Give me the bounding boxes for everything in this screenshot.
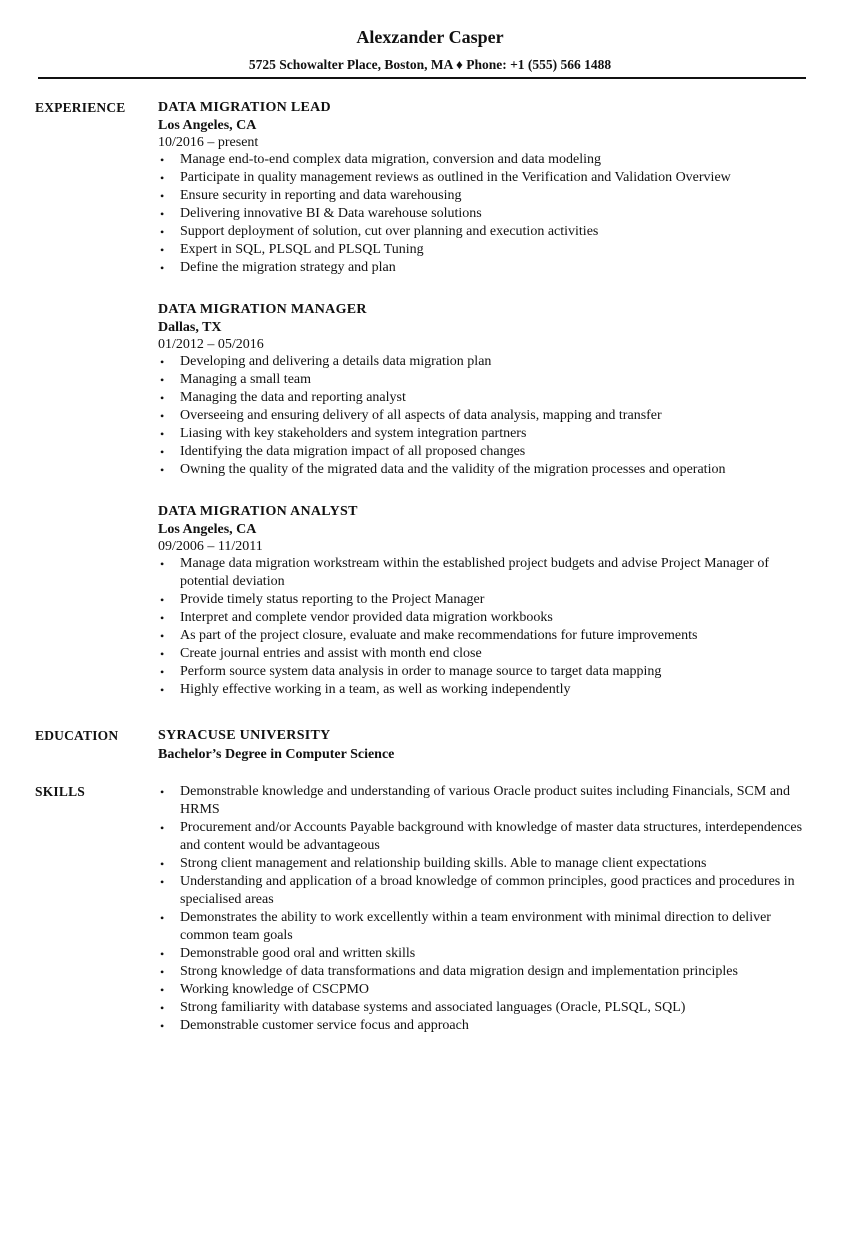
list-item — [158, 205, 818, 223]
job-title: DATA MIGRATION ANALYST — [158, 504, 358, 519]
list-item — [158, 241, 818, 259]
job-location: Los Angeles, CA — [158, 118, 257, 133]
list-item — [158, 259, 818, 277]
bullet-icon: • — [160, 593, 165, 607]
skills-body — [158, 783, 818, 1035]
bullet-text: Support deployment of solution, cut over planning and execution activities — [180, 224, 599, 239]
bullet-icon: • — [160, 947, 165, 961]
bullet-text: Perform source system data analysis in order to manage source to target data mapping — [180, 664, 662, 679]
list-item — [158, 783, 818, 819]
list-item — [158, 627, 818, 645]
school-name: SYRACUSE UNIVERSITY — [158, 728, 331, 743]
bullet-text: Demonstrable good oral and written skills — [180, 946, 416, 961]
bullet-text: Delivering innovative BI & Data warehouse solutions — [180, 206, 482, 221]
bullet-icon: • — [160, 207, 165, 221]
job-dates: 09/2006 – 11/2011 — [158, 539, 263, 554]
bullet-icon: • — [160, 463, 165, 477]
bullet-icon: • — [160, 983, 165, 997]
bullet-text: Managing the data and reporting analyst — [180, 390, 406, 405]
bullet-text: Highly effective working in a team, as well as working independently — [180, 682, 571, 697]
list-item — [158, 855, 818, 873]
bullet-text: Working knowledge of CSCPMO — [180, 982, 370, 997]
job-bullets — [158, 353, 818, 479]
bullet-text: Define the migration strategy and plan — [180, 260, 396, 275]
bullet-icon: • — [160, 1019, 165, 1033]
bullet-text: Demonstrable customer service focus and approach — [180, 1018, 469, 1033]
section-label-education: EDUCATION — [35, 728, 119, 743]
list-item — [158, 609, 818, 627]
bullet-text: Owning the quality of the migrated data and the validity of the migration processes and operation — [180, 462, 726, 477]
list-item — [158, 873, 818, 909]
bullet-text: Identifying the data migration impact of all proposed changes — [180, 444, 526, 459]
bullet-text: Strong client management and relationship building skills. Able to manage client expectations — [180, 856, 707, 871]
bullet-icon: • — [160, 911, 165, 925]
job-entry — [158, 503, 818, 699]
list-item — [158, 353, 818, 371]
job-dates: 10/2016 – present — [158, 135, 259, 150]
degree-name: Bachelor’s Degree in Computer Science — [158, 747, 395, 762]
bullet-icon: • — [160, 965, 165, 979]
bullet-icon: • — [160, 261, 165, 275]
bullet-text: Interpret and complete vendor provided data migration workbooks — [180, 610, 553, 625]
bullet-icon: • — [160, 171, 165, 185]
job-bullets — [158, 555, 818, 699]
bullet-icon: • — [160, 445, 165, 459]
list-item — [158, 909, 818, 945]
list-item — [158, 645, 818, 663]
bullet-icon: • — [160, 857, 165, 871]
list-item — [158, 169, 818, 187]
candidate-name: Alexzander Casper — [356, 27, 504, 47]
list-item — [158, 371, 818, 389]
bullet-icon: • — [160, 683, 165, 697]
bullet-text: Strong knowledge of data transformations and data migration design and implementation principles — [180, 964, 738, 979]
list-item — [158, 819, 818, 855]
list-item — [158, 151, 818, 169]
bullet-icon: • — [160, 821, 165, 835]
bullet-text: As part of the project closure, evaluate and make recommendations for future improvements — [180, 628, 698, 643]
bullet-icon: • — [160, 629, 165, 643]
bullet-text: Manage end-to-end complex data migration, conversion and data modeling — [180, 152, 602, 167]
job-bullets — [158, 151, 818, 277]
bullet-text: Manage data migration workstream within the established project budgets and advise Project Manager of potential deviation — [180, 556, 769, 589]
list-item — [158, 663, 818, 681]
list-item — [158, 1017, 818, 1035]
bullet-text: Understanding and application of a broad knowledge of common principles, good practices and procedures in specialised areas — [180, 874, 795, 907]
bullet-icon: • — [160, 557, 165, 571]
bullet-text: Procurement and/or Accounts Payable background with knowledge of master data structures, interdependences and content would be advantageous — [180, 820, 803, 853]
bullet-text: Managing a small team — [180, 372, 312, 387]
list-item — [158, 981, 818, 999]
section-label-experience: EXPERIENCE — [35, 100, 126, 115]
section-label-skills: SKILLS — [35, 784, 85, 799]
bullet-icon: • — [160, 647, 165, 661]
bullet-text: Participate in quality management reviews as outlined in the Verification and Validation Overview — [180, 170, 731, 185]
bullet-text: Overseeing and ensuring delivery of all aspects of data analysis, mapping and transfer — [180, 408, 662, 423]
bullet-icon: • — [160, 875, 165, 889]
experience-list — [158, 99, 818, 723]
list-item — [158, 223, 818, 241]
list-item — [158, 681, 818, 699]
bullet-text: Developing and delivering a details data migration plan — [180, 354, 492, 369]
list-item — [158, 945, 818, 963]
bullet-text: Create journal entries and assist with month end close — [180, 646, 482, 661]
list-item — [158, 425, 818, 443]
bullet-icon: • — [160, 785, 165, 799]
list-item — [158, 407, 818, 425]
list-item — [158, 389, 818, 407]
list-item — [158, 591, 818, 609]
bullet-text: Strong familiarity with database systems and associated languages (Oracle, PLSQL, SQL) — [180, 1000, 686, 1015]
job-entry — [158, 301, 818, 479]
bullet-icon: • — [160, 373, 165, 387]
resume-header — [0, 0, 860, 73]
skills-bullets — [158, 783, 818, 1035]
bullet-text: Provide timely status reporting to the Project Manager — [180, 592, 485, 607]
bullet-icon: • — [160, 225, 165, 239]
bullet-text: Demonstrates the ability to work excellently within a team environment with minimal direction to deliver common team goals — [180, 910, 771, 943]
bullet-icon: • — [160, 153, 165, 167]
bullet-icon: • — [160, 409, 165, 423]
list-item — [158, 963, 818, 981]
list-item — [158, 461, 818, 479]
job-entry — [158, 99, 818, 277]
header-divider — [38, 77, 806, 79]
bullet-text: Ensure security in reporting and data warehousing — [180, 188, 462, 203]
bullet-icon: • — [160, 665, 165, 679]
bullet-text: Expert in SQL, PLSQL and PLSQL Tuning — [180, 242, 424, 257]
job-dates: 01/2012 – 05/2016 — [158, 337, 264, 352]
bullet-icon: • — [160, 189, 165, 203]
job-location: Los Angeles, CA — [158, 522, 257, 537]
list-item — [158, 999, 818, 1017]
contact-line: 5725 Schowalter Place, Boston, MA ♦ Phone: +1 (555) 566 1488 — [248, 57, 612, 72]
bullet-icon: • — [160, 1001, 165, 1015]
bullet-icon: • — [160, 391, 165, 405]
bullet-text: Demonstrable knowledge and understanding of various Oracle product suites including Financials, SCM and HRMS — [180, 784, 791, 817]
job-location: Dallas, TX — [158, 320, 222, 335]
bullet-text: Liasing with key stakeholders and system integration partners — [180, 426, 527, 441]
bullet-icon: • — [160, 427, 165, 441]
list-item — [158, 555, 818, 591]
job-title: DATA MIGRATION MANAGER — [158, 302, 367, 317]
list-item — [158, 443, 818, 461]
list-item — [158, 187, 818, 205]
bullet-icon: • — [160, 243, 165, 257]
education-body — [158, 727, 818, 765]
bullet-icon: • — [160, 355, 165, 369]
bullet-icon: • — [160, 611, 165, 625]
job-title: DATA MIGRATION LEAD — [158, 100, 331, 115]
